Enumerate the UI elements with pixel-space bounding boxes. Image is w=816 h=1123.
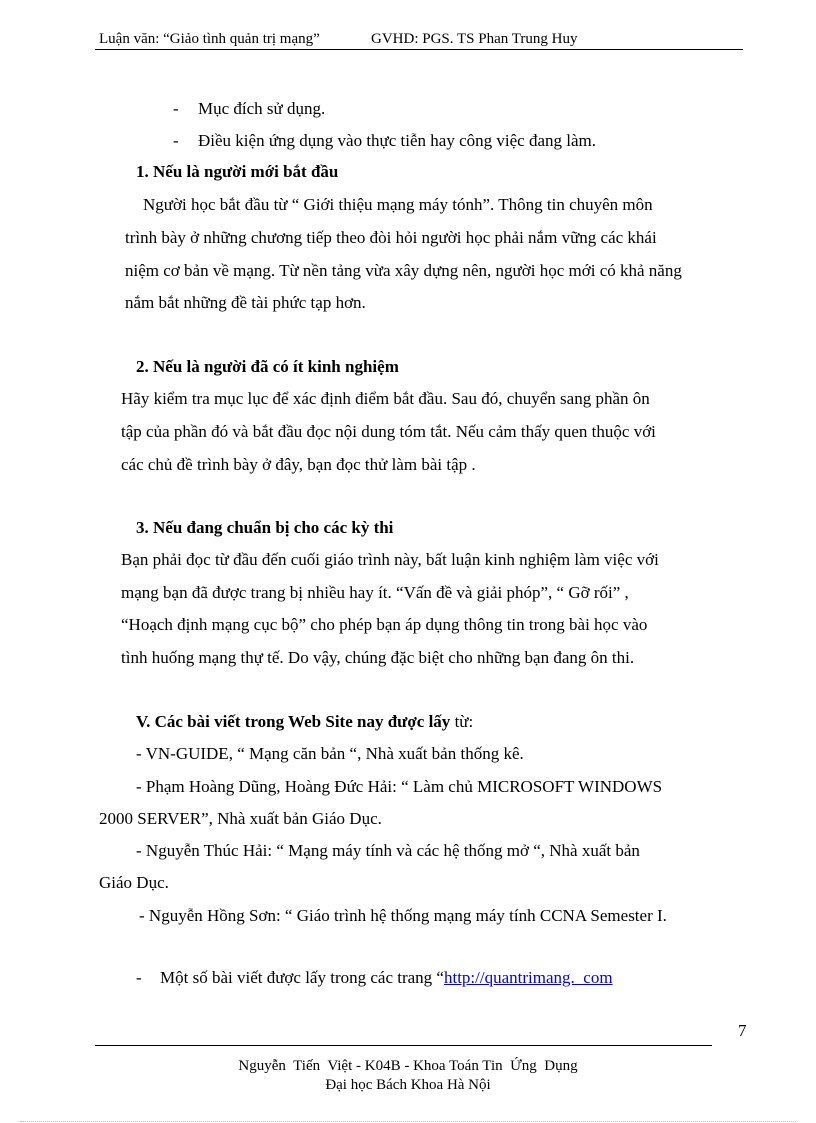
footer-author [0,1057,816,1075]
section-1-line: trình bày ở những chương tiếp theo đòi hỏi người học phải nắm vững các khái [125,228,657,247]
web-source-line [160,968,613,988]
bullet-conditions: Điều kiện ứng dụng vào thực tiễn hay công việc đang làm. [198,131,596,150]
bullet-dash: - [173,99,179,118]
page-number: 7 [738,1021,747,1040]
section-3-line: mạng bạn đã được trang bị nhiều hay ít. “Vấn đề và giải phóp”, “ Gỡ rối” , [121,583,629,602]
section-5-heading [136,712,473,732]
section-2-heading: 2. Nếu là người đã có ít kinh nghiệm [136,357,399,376]
header-advisor: GVHD: PGS. TS Phan Trung Huy [371,31,578,47]
reference-item: - Nguyễn Hồng Sơn: “ Giáo trình hệ thống mạng máy tính CCNA Semester I. [139,906,667,925]
section-2-line: Hãy kiểm tra mục lục để xác định điểm bắt đầu. Sau đó, chuyển sang phần ôn [121,389,650,408]
section-5-heading-text: V. Các bài viết trong Web Site nay được lấy [136,712,451,731]
header-rule [95,49,743,50]
footer-rule [95,1045,712,1046]
footer-university-text: Đại học Bách Khoa Hà Nội [325,1077,491,1093]
reference-item: 2000 SERVER”, Nhà xuất bản Giáo Dục. [99,809,382,828]
page-bottom-divider [20,1121,796,1122]
reference-item: - VN-GUIDE, “ Mạng căn bản “, Nhà xuất bản thống kê. [136,744,524,763]
section-1-line: nắm bắt những đề tài phức tạp hơn. [125,293,366,312]
bullet-dash: - [173,131,179,150]
section-1-line: niệm cơ bản về mạng. Từ nền tảng vừa xây dựng nên, người học mới có khả năng [125,261,682,280]
reference-item: - Nguyễn Thúc Hải: “ Mạng máy tính và các hệ thống mở “, Nhà xuất bản [136,841,640,860]
header-title: Luận văn: “Giảo tình quản trị mạng” [99,31,320,47]
section-5-heading-suffix: từ: [454,712,474,731]
section-3-heading: 3. Nếu đang chuẩn bị cho các kỳ thi [136,518,394,537]
reference-item: - Phạm Hoàng Dũng, Hoàng Đức Hải: “ Làm chủ MICROSOFT WINDOWS [136,777,663,796]
footer-university [0,1076,816,1094]
web-source-text: Một số bài viết được lấy trong các trang “ [160,968,444,987]
section-3-line: Bạn phải đọc từ đầu đến cuối giáo trình này, bất luận kinh nghiệm làm việc với [121,550,659,569]
section-3-line: “Hoạch định mạng cục bộ” cho phép bạn áp dụng thông tin trong bài học vào [121,615,648,634]
section-2-line: các chủ đề trình bày ở đây, bạn đọc thử làm bài tập . [121,455,476,474]
section-1-line: Người học bắt đầu từ “ Giới thiệu mạng máy tónh”. Thông tin chuyên môn [143,195,653,214]
footer-author-text: Nguyễn Tiến Việt - K04B - Khoa Toán Tin Ứng Dụng [238,1058,578,1074]
reference-item: Giáo Dục. [99,873,169,892]
section-1-heading: 1. Nếu là người mới bắt đầu [136,162,339,181]
section-2-line: tập của phần đó và bắt đầu đọc nội dung tóm tắt. Nếu cảm thấy quen thuộc với [121,422,656,441]
bullet-purpose: Mục đích sử dụng. [198,99,326,118]
quantrimang-link[interactable]: http://quantrimang. com [443,968,613,987]
section-3-line: tình huống mạng thự tế. Do vậy, chúng đặc biệt cho những bạn đang ôn thi. [121,648,635,667]
bullet-dash: - [136,968,142,987]
